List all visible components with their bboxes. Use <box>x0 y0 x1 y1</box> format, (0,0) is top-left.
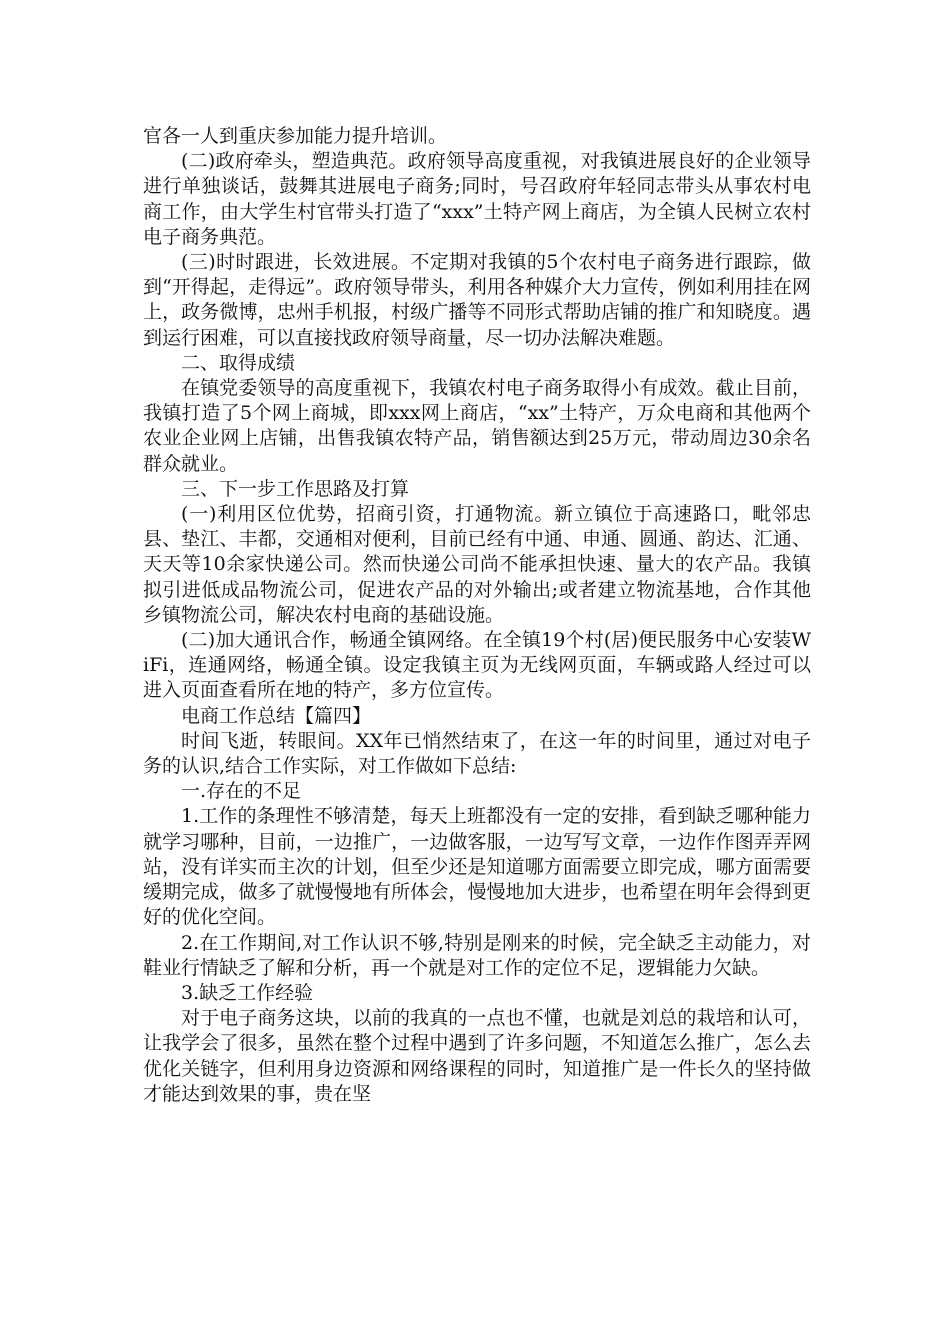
paragraph: (三)时时跟进，长效进展。不定期对我镇的5个农村电子商务进行跟踪，做到“开得起，走得远”。政府领导带头，利用各种媒介大力宣传，例如利用挂在网上，政务微博，忠州手机报，村级广播等不同形式帮助店铺的推广和知晓度。遇到运行困难，可以直接找政府领导商量，尽一切办法解决难题。 <box>143 251 811 349</box>
paragraph: 一.存在的不足 <box>181 780 302 803</box>
paragraph: (一)利用区位优势，招商引资，打通物流。新立镇位于高速路口，毗邻忠县、垫江、丰都，交通相对便利，目前已经有中通、申通、圆通、韵达、汇通、天天等10余家快递公司。然而快递公司尚不能承担快速、量大的农产品。我镇拟引进低成品物流公司，促进农产品的对外输出;或者建立物流基地，合作其他乡镇物流公司，解决农村电商的基础设施。 <box>143 503 811 626</box>
paragraph: 3.缺乏工作经验 <box>181 981 314 1004</box>
paragraph: (二)政府牵头，塑造典范。政府领导高度重视，对我镇进展良好的企业领导进行单独谈话，鼓舞其进展电子商务;同时，号召政府年轻同志带头从事农村电商工作，由大学生村官带头打造了“xxx”土特产网上商店，为全镇人民树立农村电子商务典范。 <box>143 150 811 248</box>
paragraph: 三、下一步工作思路及打算 <box>181 477 410 500</box>
paragraph: 2.在工作期间,对工作认识不够,特别是刚来的时候，完全缺乏主动能力，对鞋业行情缺乏了解和分析，再一个就是对工作的定位不足，逻辑能力欠缺。 <box>143 931 811 979</box>
paragraph: 官各一人到重庆参加能力提升培训。 <box>143 125 448 147</box>
paragraph: 二、取得成绩 <box>181 351 296 374</box>
paragraph: 1.工作的条理性不够清楚，每天上班都没有一定的安排，看到缺乏哪种能力就学习哪种，目前，一边推广，一边做客服，一边写写文章，一边作作图弄弄网站，没有详实而主次的计划，但至少还是知道哪方面需要立即完成，哪方面需要缓期完成，做多了就慢慢地有所体会，慢慢地加大进步，也希望在明年会得到更好的优化空间。 <box>143 805 811 929</box>
document-body <box>143 124 811 1107</box>
paragraph: 时间飞逝，转眼间。XX年已悄然结束了，在这一年的时间里，通过对电子务的认识,结合工作实际，对工作做如下总结: <box>143 729 811 778</box>
paragraph: (二)加大通讯合作，畅通全镇网络。在全镇19个村(居)便民服务中心安装WiFi，连通网络，畅通全镇。设定我镇主页为无线网页面，车辆或路人经过可以进入页面查看所在地的特产，多方位宣传。 <box>143 629 811 702</box>
paragraph: 电商工作总结【篇四】 <box>181 704 372 727</box>
paragraph: 在镇党委领导的高度重视下，我镇农村电子商务取得小有成效。截止目前，我镇打造了5个网上商城，即xxx网上商店，“xx”土特产，万众电商和其他两个农业企业网上店铺，出售我镇农特产品，销售额达到25万元，带动周边30余名群众就业。 <box>143 377 811 475</box>
paragraph: 对于电子商务这块，以前的我真的一点也不懂，也就是刘总的栽培和认可，让我学会了很多，虽然在整个过程中遇到了许多问题，不知道怎么推广，怎么去优化关链字，但利用身边资源和网络课程的同时，知道推广是一件长久的坚持做才能达到效果的事，贵在坚 <box>143 1007 811 1105</box>
